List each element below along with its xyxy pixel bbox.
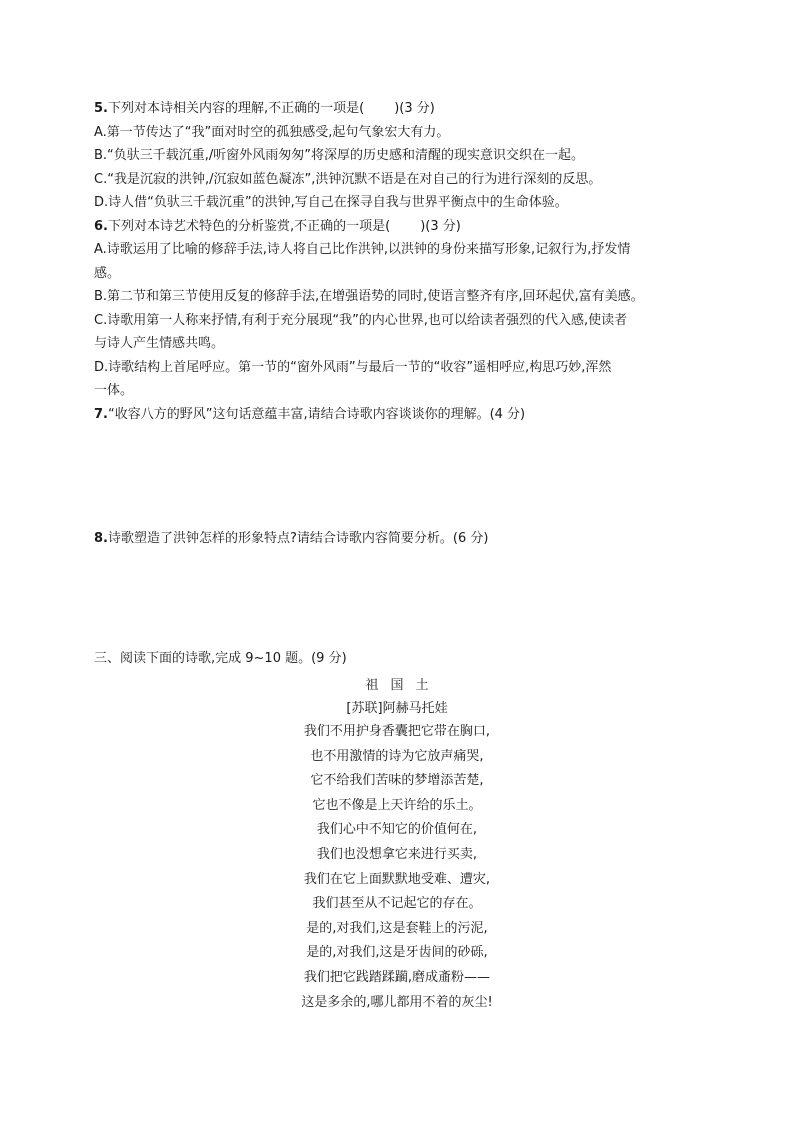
poem-line: 这是多余的,哪儿都用不着的灰尘! [301,994,493,1010]
section-3-block [94,647,714,671]
question-5-option-d: D.诗人借“负驮三千载沉重”的洪钟,写自己在探寻自我与世界平衡点中的生命体验。 [94,195,568,210]
question-6-option-d-line-1: D.诗歌结构上首尾呼应。第一节的“窗外风雨”与最后一节的“收容”遥相呼应,构思巧妙,浑然 [94,359,612,375]
question-6-option-c-line-1: C.诗歌用第一人称来抒情,有利于充分展现“我”的内心世界,也可以给读者强烈的代入感,使读者 [94,312,628,328]
poem-line: 也不用激情的诗为它放声痛哭, [310,748,484,764]
poem-line: 是的,对我们,这是套鞋上的污泥, [306,920,488,936]
poem-author: [苏联]阿赫马托娃 [346,701,448,716]
questions-5-to-7 [94,97,714,426]
question-6-stem [94,215,714,239]
poem-line: 我们也没想拿它来进行买卖, [316,846,478,862]
poem-line: 我们心中不知它的价值何在, [316,822,478,838]
question-5-number: 5. [94,101,108,116]
question-6-option-d-line-2: 一体。 [94,383,134,398]
poem-line: 我们在它上面默默地受难、遭灾, [303,871,491,887]
question-6-option-c-line-2: 与诗人产生情感共鸣。 [94,336,225,351]
question-8-block [94,527,714,551]
question-5-option-c: C.“我是沉寂的洪钟,/沉寂如蓝色凝冻”,洪钟沉默不语是在对自己的行为进行深刻的反思。 [94,171,602,187]
question-5-option-b: B.“负驮三千载沉重,/听窗外风雨匆匆”将深厚的历史感和清醒的现实意识交织在一起。 [94,148,585,163]
question-8 [94,527,714,551]
question-6-option-b: B.第二节和第三节使用反复的修辞手法,在增强语势的同时,使语言整齐有序,回环起伏,富有美感。 [94,289,644,304]
poem-line: 它也不像是上天许给的乐土。 [312,797,482,813]
question-6-number: 6. [94,218,108,234]
poem-line: 我们甚至从不记起它的存在。 [312,896,482,912]
question-8-number: 8. [94,531,108,546]
poem-line: 它不给我们苦味的梦增添苦楚, [310,773,484,789]
question-5-score: )(3 分) [394,101,435,116]
section-3-heading: 三、阅读下面的诗歌,完成 9~10 题。(9 分) [94,651,347,666]
question-7-text: “收容八方的野风”这句话意蕴丰富,请结合诗歌内容谈谈你的理解。(4 分) [107,406,526,422]
question-7 [94,403,714,427]
question-6-option-a-line-1: A.诗歌运用了比喻的修辞手法,诗人将自己比作洪钟,以洪钟的身份来描写形象,记叙行为,抒发情 [94,242,631,257]
question-6-score: )(3 分) [420,218,461,234]
question-5-option-a: A.第一节传达了“我”面对时空的孤独感受,起句气象宏大有力。 [94,124,450,140]
poem-title: 祖国土 [365,678,441,693]
question-5-stem [94,97,714,121]
question-6-option-a-line-2: 感。 [94,265,121,281]
question-8-text: 诗歌塑造了洪钟怎样的形象特点?请结合诗歌内容简要分析。(6 分) [107,531,489,546]
poem-body [0,720,794,1015]
question-6-text: 下列对本诗艺术特色的分析鉴赏,不正确的一项是( [107,218,391,234]
poem-line: 是的,对我们,这是牙齿间的砂砾, [306,945,488,961]
poem-line: 我们把它践踏蹂躏,磨成齑粉—— [303,969,491,985]
question-7-number: 7. [94,406,108,422]
question-5-text: 下列对本诗相关内容的理解,不正确的一项是( [107,101,365,116]
poem-line: 我们不用护身香囊把它带在胸口, [303,724,491,739]
